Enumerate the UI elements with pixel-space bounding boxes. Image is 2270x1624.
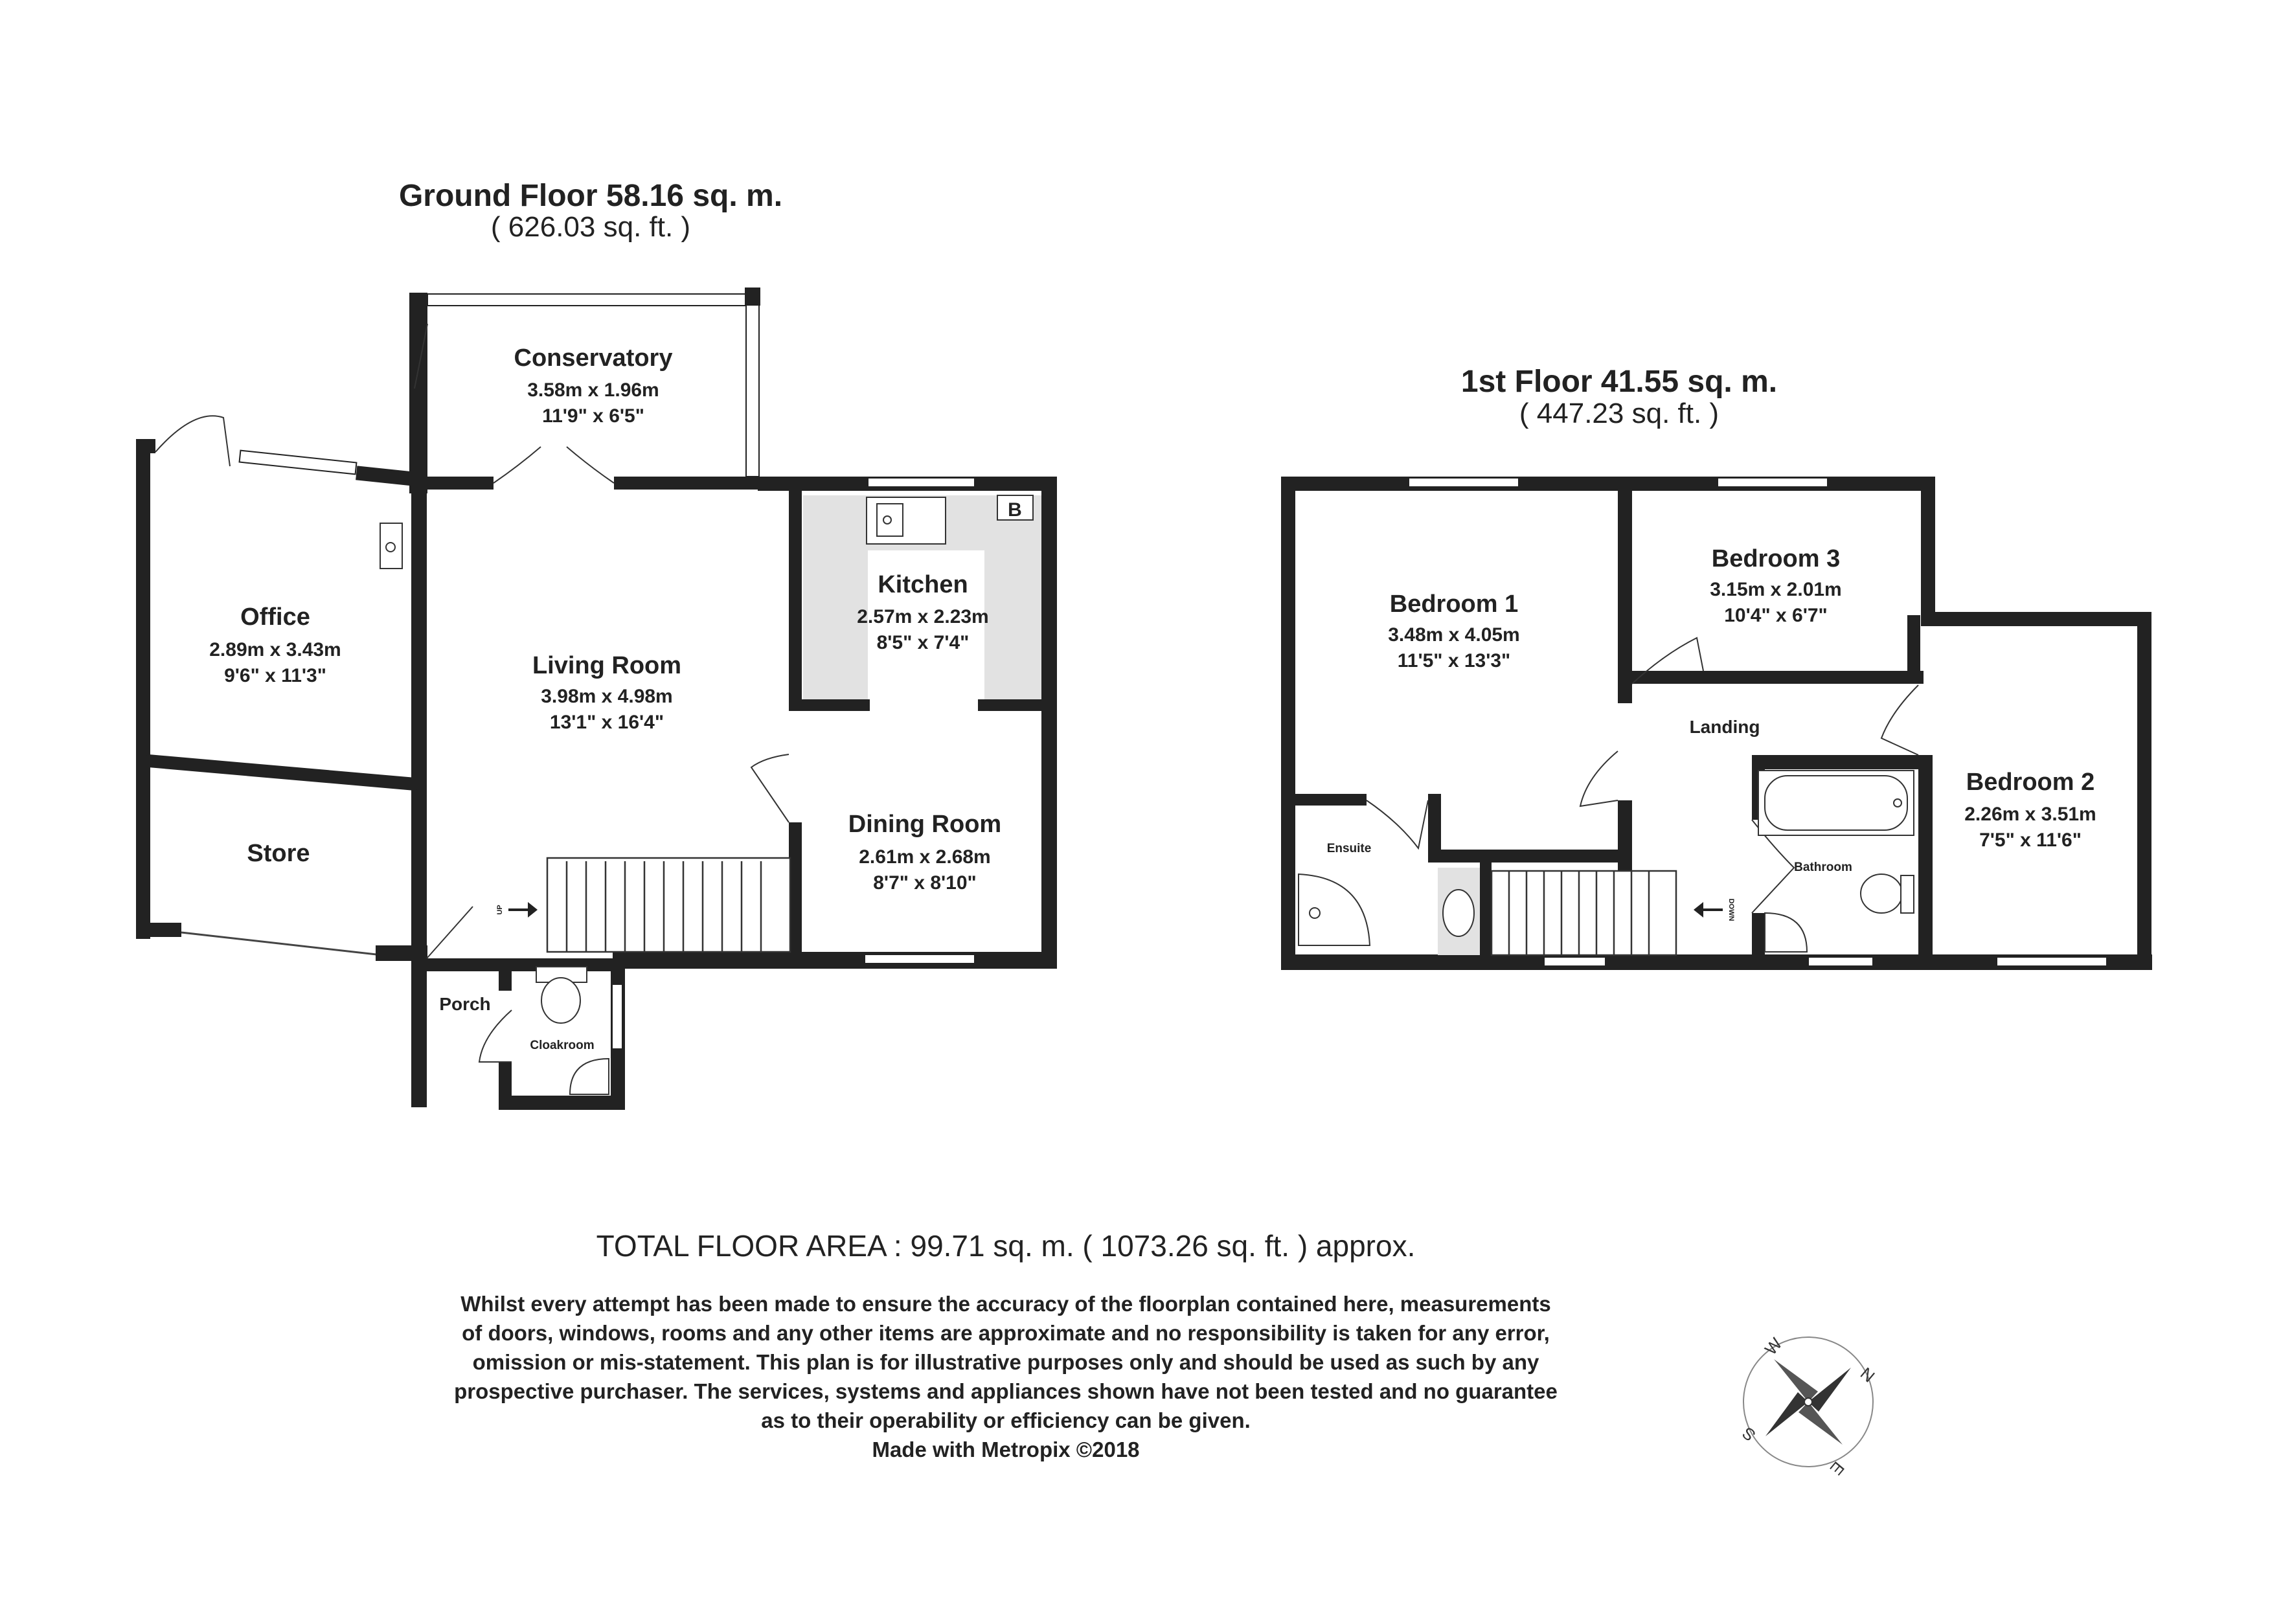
- bedroom-1-window: [1409, 478, 1519, 487]
- first-floor-plan: [1281, 365, 2152, 970]
- first-floor-stairs: [1492, 871, 1735, 955]
- bedroom-3-imperial: 10'4" x 6'7": [1724, 605, 1828, 626]
- total-floor-area: TOTAL FLOOR AREA : 99.71 sq. m. ( 1073.26 sq. ft. ) approx.: [596, 1229, 1416, 1263]
- ground-floor-subtitle: ( 626.03 sq. ft. ): [490, 211, 691, 243]
- first-floor-title: 1st Floor 41.55 sq. m.: [1460, 365, 1778, 399]
- bathroom-basin: [1765, 913, 1807, 952]
- bathroom-wc: [1861, 874, 1902, 913]
- compass-north: N: [1856, 1363, 1879, 1386]
- kitchen-name: Kitchen: [878, 571, 968, 598]
- porch-door[interactable]: [427, 907, 473, 958]
- living-room-name: Living Room: [532, 652, 682, 679]
- bedroom-2-metric: 2.26m x 3.51m: [1964, 804, 2096, 825]
- bathroom-name: Bathroom: [1794, 861, 1852, 874]
- living-room-imperial: 13'1" x 16'4": [549, 712, 664, 733]
- dining-room-window: [865, 954, 975, 964]
- compass-rose-icon: [1738, 1334, 1879, 1479]
- stair-window: [1544, 957, 1606, 966]
- office-imperial: 9'6" x 11'3": [224, 665, 326, 686]
- conservatory-glazing-top: [427, 294, 758, 306]
- conservatory-name: Conservatory: [514, 344, 673, 372]
- bedroom-2-imperial: 7'5" x 11'6": [1979, 829, 2082, 851]
- cloakroom-basin: [570, 1059, 609, 1094]
- bedroom-3-name: Bedroom 3: [1711, 545, 1841, 572]
- bedroom-1-name: Bedroom 1: [1389, 591, 1519, 618]
- bedroom-2-door[interactable]: [1881, 685, 1918, 755]
- ground-floor-title: Ground Floor 58.16 sq. m.: [398, 179, 783, 213]
- conservatory-imperial: 11'9" x 6'5": [542, 405, 644, 427]
- dining-room-door[interactable]: [751, 754, 789, 822]
- office-door[interactable]: [155, 416, 230, 466]
- conservatory-glazing-side: [746, 294, 759, 477]
- cloakroom-window: [612, 984, 622, 1049]
- dining-room-metric: 2.61m x 2.68m: [859, 846, 991, 868]
- bedroom-1-metric: 3.48m x 4.05m: [1388, 624, 1520, 646]
- compass-east: E: [1826, 1458, 1848, 1480]
- wall: [409, 293, 427, 493]
- first-floor-subtitle: ( 447.23 sq. ft. ): [1519, 398, 1720, 429]
- conservatory-metric: 3.58m x 1.96m: [527, 379, 659, 401]
- bedroom-1-imperial: 11'5" x 13'3": [1397, 650, 1511, 671]
- dining-room-imperial: 8'7" x 8'10": [873, 872, 977, 894]
- ensuite-shower: [1299, 874, 1370, 945]
- ground-floor-stairs: [496, 858, 790, 952]
- compass-south: S: [1738, 1423, 1760, 1445]
- disclaimer-line: prospective purchaser. The services, systems and appliances shown have not been tested and no guarantee: [454, 1379, 1558, 1403]
- disclaimer-line: omission or mis-statement. This plan is for illustrative purposes only and should be used as such by any: [472, 1350, 1539, 1374]
- compass-west: W: [1760, 1334, 1786, 1359]
- bedroom-3-metric: 3.15m x 2.01m: [1710, 579, 1842, 600]
- svg-text:DOWN: DOWN: [1727, 898, 1735, 921]
- dining-room-name: Dining Room: [848, 811, 1002, 838]
- boiler-label: B: [1008, 499, 1022, 521]
- bedroom-3-window: [1718, 478, 1828, 487]
- french-doors[interactable]: [494, 447, 614, 483]
- ensuite-basin: [1443, 890, 1474, 936]
- office-window: [240, 451, 357, 475]
- bedroom-2-name: Bedroom 2: [1966, 769, 2095, 796]
- porch-name: Porch: [439, 994, 491, 1014]
- ensuite-door[interactable]: [1367, 800, 1428, 848]
- cloakroom-wc: [541, 978, 580, 1023]
- metropix-credit: Made with Metropix ©2018: [872, 1438, 1140, 1461]
- kitchen-window: [868, 478, 975, 487]
- landing-name: Landing: [1689, 717, 1760, 737]
- living-room-metric: 3.98m x 4.98m: [541, 686, 673, 707]
- ground-floor-plan: [136, 179, 1057, 1110]
- kitchen-imperial: 8'5" x 7'4": [876, 632, 970, 653]
- disclaimer: [454, 1292, 1558, 1461]
- bedroom-1-door[interactable]: [1580, 751, 1618, 806]
- office-name: Office: [240, 603, 310, 631]
- cloakroom-door[interactable]: [479, 1010, 512, 1062]
- ensuite-name: Ensuite: [1326, 842, 1372, 855]
- disclaimer-line: Whilst every attempt has been made to ensure the accuracy of the floorplan contained here, measurements: [460, 1292, 1551, 1316]
- svg-text:UP: UP: [496, 905, 504, 915]
- kitchen-metric: 2.57m x 2.23m: [857, 606, 989, 627]
- store-name: Store: [247, 840, 310, 867]
- disclaimer-line: as to their operability or efficiency can be given.: [761, 1408, 1251, 1432]
- bedroom-2-window: [1997, 957, 2107, 966]
- office-metric: 2.89m x 3.43m: [209, 639, 341, 660]
- disclaimer-line: of doors, windows, rooms and any other items are approximate and no responsibility is taken for any error,: [462, 1321, 1550, 1345]
- cloakroom-name: Cloakroom: [530, 1039, 595, 1052]
- store-door-line: [181, 932, 382, 955]
- bathroom-window: [1808, 957, 1873, 966]
